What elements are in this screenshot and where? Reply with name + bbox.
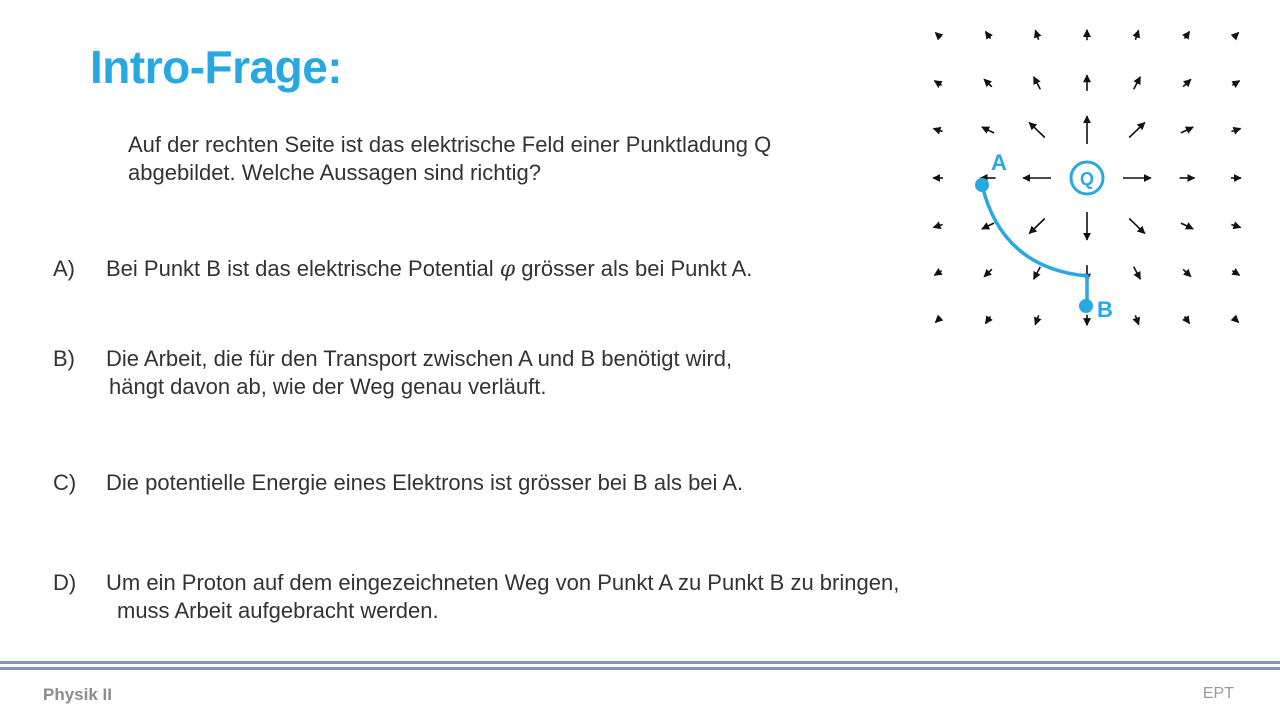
point-a-dot xyxy=(975,178,989,192)
field-arrow xyxy=(1034,77,1041,89)
answer-a-text xyxy=(106,255,752,284)
answer-b-line-2: hängt davon ab, wie der Weg genau verläuft. xyxy=(109,374,547,399)
answer-b xyxy=(53,345,732,401)
field-arrow xyxy=(1233,318,1238,323)
footer-rule-top xyxy=(0,661,1280,664)
answer-d-letter: D) xyxy=(53,570,77,595)
path-a-to-b xyxy=(982,185,1087,305)
answer-c-letter: C) xyxy=(53,470,77,495)
phi-symbol: φ xyxy=(499,257,516,282)
field-arrow xyxy=(1035,315,1038,324)
field-arrow xyxy=(1029,123,1045,138)
field-arrow xyxy=(935,33,940,38)
field-arrow xyxy=(934,271,941,276)
charge-label: Q xyxy=(1079,169,1095,189)
answer-d-line-2: muss Arbeit aufgebracht werden. xyxy=(117,598,439,623)
field-arrow xyxy=(933,129,942,132)
point-b-label: B xyxy=(1097,297,1113,322)
field-arrow xyxy=(1029,219,1045,234)
footer-department: EPT xyxy=(1202,685,1234,702)
answer-c-line-1: Die potentielle Energie eines Elektrons ist grösser bei B als bei A. xyxy=(106,470,744,495)
field-arrow xyxy=(1181,223,1193,229)
field-arrow xyxy=(1129,219,1145,234)
footer-rule-bottom xyxy=(0,667,1280,670)
field-arrow xyxy=(984,269,992,277)
field-arrow xyxy=(1183,269,1191,276)
field-arrow xyxy=(1134,77,1141,89)
point-a-label: A xyxy=(991,150,1007,175)
field-arrow xyxy=(986,32,991,39)
field-arrow xyxy=(1233,33,1238,38)
point-b-dot xyxy=(1079,299,1093,313)
field-arrow xyxy=(1231,129,1240,132)
field-arrow xyxy=(1135,315,1138,324)
field-arrow xyxy=(1035,30,1038,39)
answer-b-line-1: Die Arbeit, die für den Transport zwischen A und B benötigt wird, xyxy=(106,346,733,371)
intro-question xyxy=(128,131,771,187)
field-arrow xyxy=(1135,30,1138,39)
field-arrow xyxy=(984,79,992,87)
answer-c xyxy=(53,469,743,497)
field-arrow xyxy=(986,316,991,323)
field-arrow xyxy=(1183,79,1191,86)
field-arrow xyxy=(982,127,994,133)
answer-a-text-before: Bei Punkt B ist das elektrische Potential xyxy=(106,256,500,281)
field-arrow xyxy=(1232,81,1239,86)
field-arrow xyxy=(1134,267,1141,279)
field-arrow xyxy=(1185,317,1190,324)
answer-d xyxy=(53,569,899,625)
answer-a-letter: A) xyxy=(53,256,75,281)
answer-b-letter: B) xyxy=(53,346,75,371)
field-arrow xyxy=(1034,267,1041,279)
field-arrow xyxy=(1181,127,1193,133)
field-arrow xyxy=(1231,225,1240,228)
field-arrow xyxy=(982,223,994,229)
field-arrow xyxy=(1129,123,1145,138)
field-arrow xyxy=(933,225,942,228)
answer-d-line-1: Um ein Proton auf dem eingezeichneten Weg von Punkt A zu Punkt B zu bringen, xyxy=(106,570,900,595)
field-arrow xyxy=(1232,271,1239,276)
intro-line-1: Auf der rechten Seite ist das elektrische Feld einer Punktladung Q xyxy=(128,132,772,157)
field-arrow xyxy=(1185,32,1190,39)
intro-line-2: abgebildet. Welche Aussagen sind richtig? xyxy=(128,160,541,185)
footer-course-name: Physik II xyxy=(43,685,112,704)
field-arrow xyxy=(934,81,941,86)
answer-a-text-after: grösser als bei Punkt A. xyxy=(515,256,753,281)
field-arrow xyxy=(935,318,940,323)
electric-field-diagram xyxy=(920,20,1260,340)
answer-a xyxy=(53,255,752,284)
slide-title: Intro-Frage: xyxy=(90,41,343,93)
